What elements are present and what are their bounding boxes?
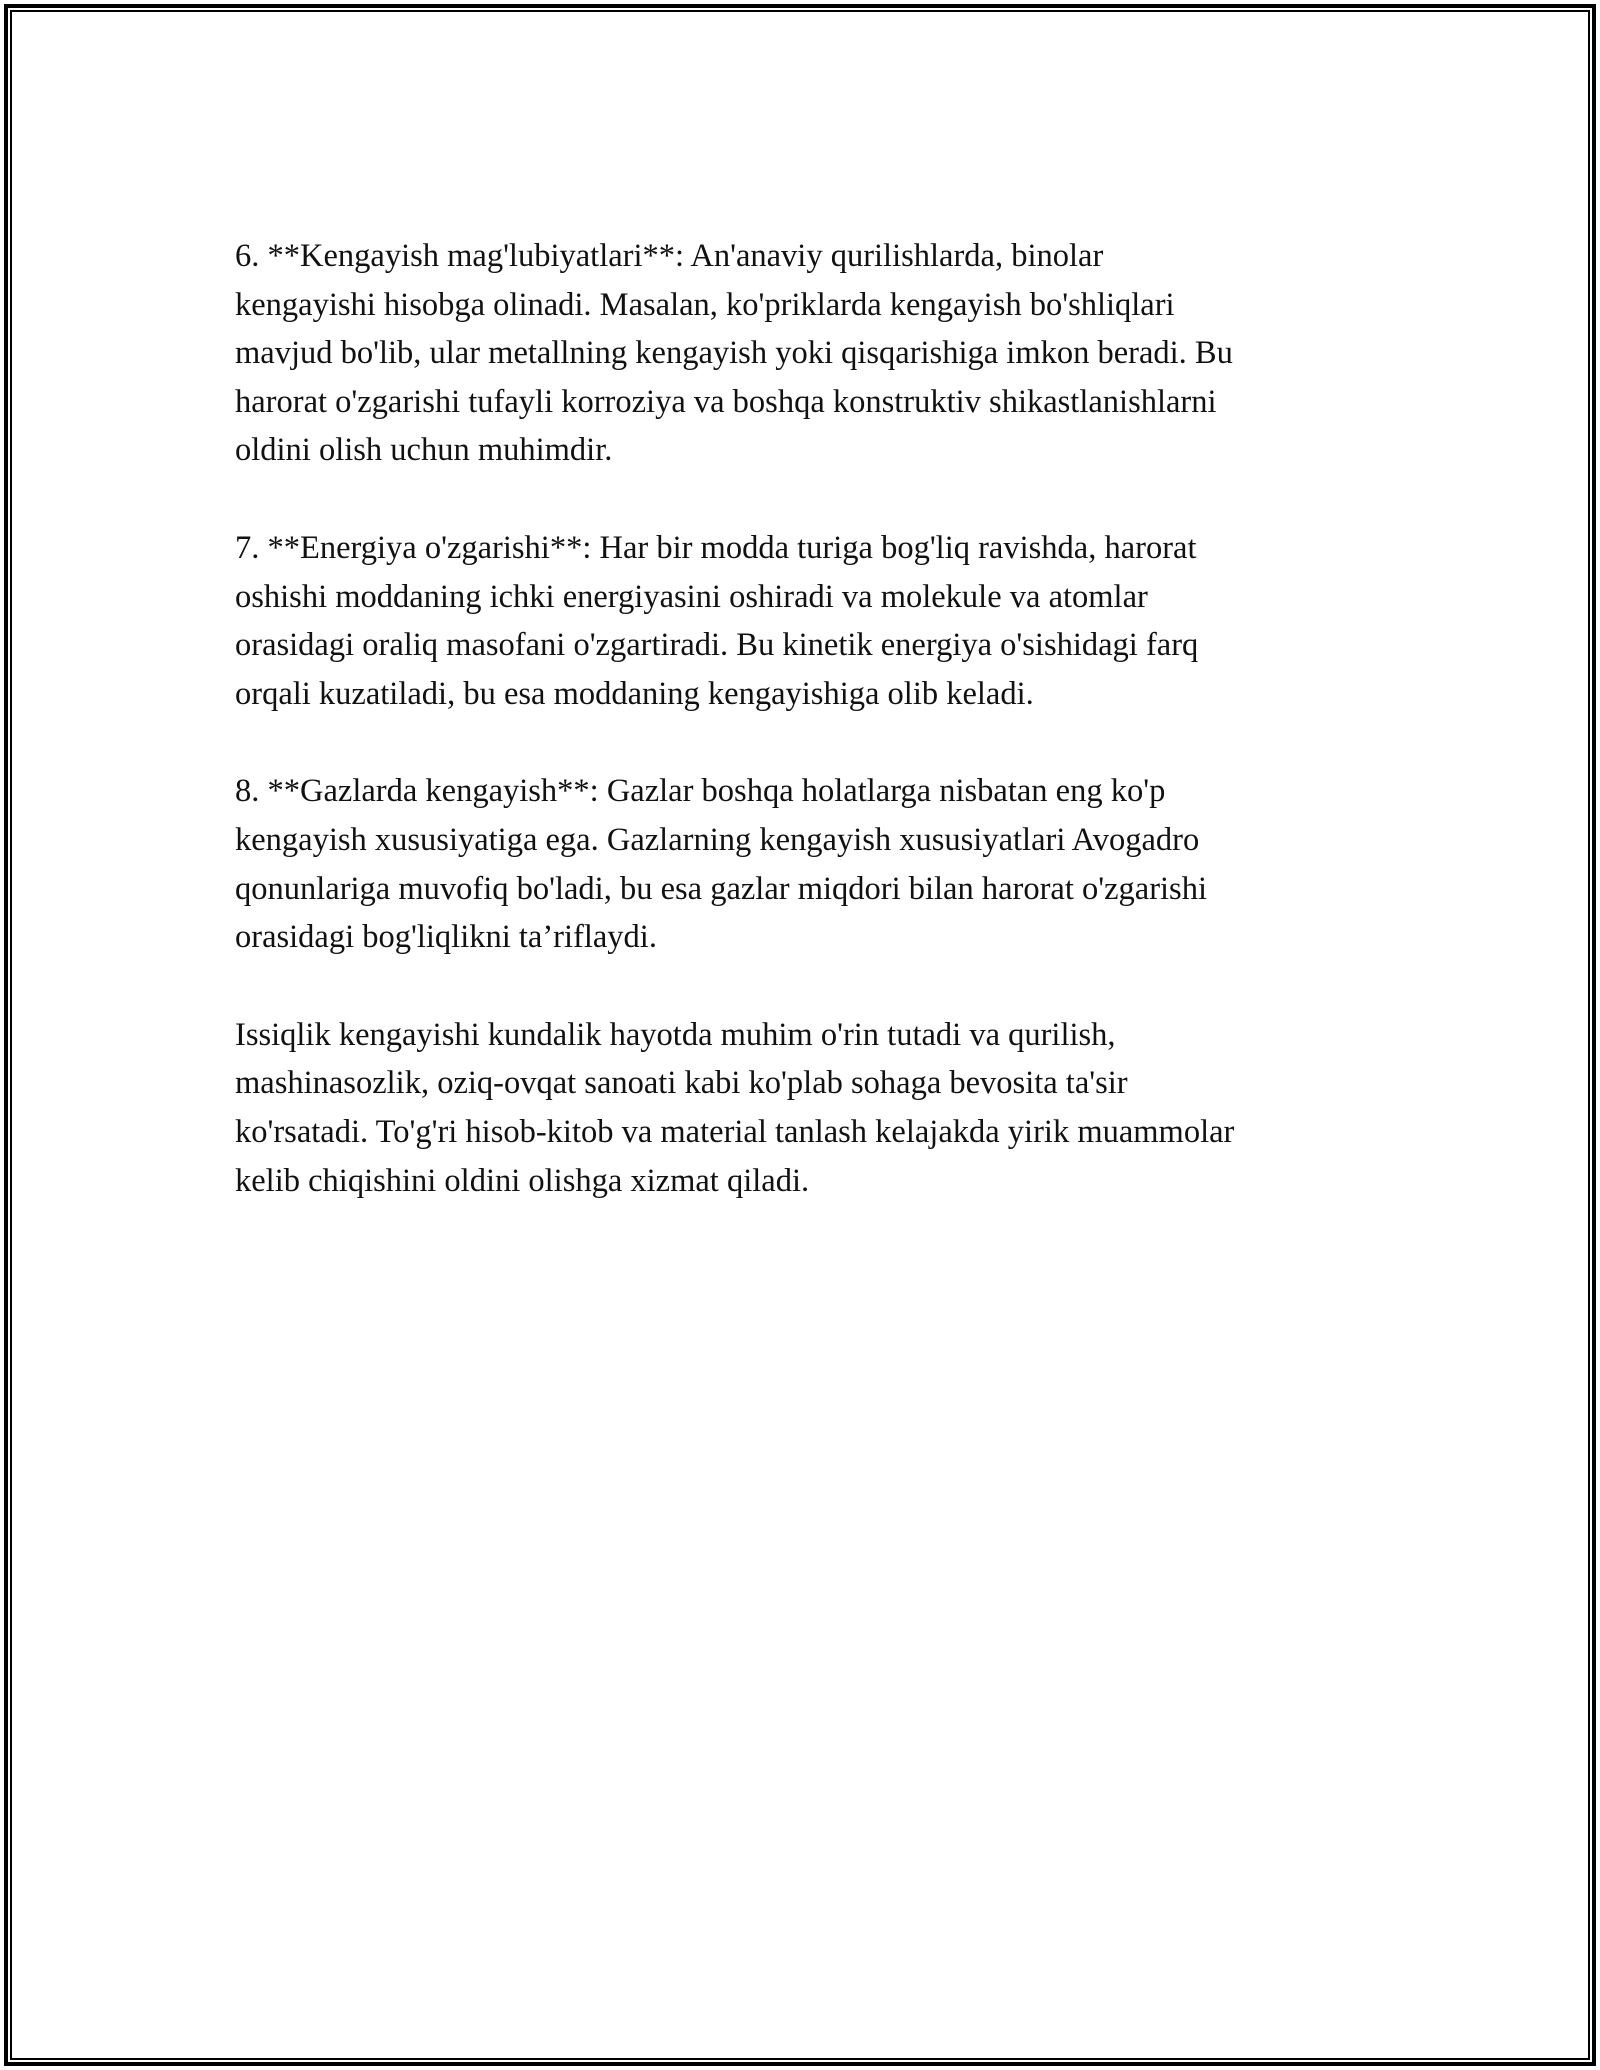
text-line: harorat o'zgarishi tufayli korroziya va boshqa konstruktiv shikastlanishlarni (235, 383, 1217, 420)
paragraph-6-expansion-failures (235, 232, 1375, 475)
text-line: 6. **Kengayish mag'lubiyatlari**: An'anaviy qurilishlarda, binolar (235, 238, 1104, 274)
text-line: qonunlariga muvofiq bo'ladi, bu esa gazlar miqdori bilan harorat o'zgarishi (235, 870, 1207, 907)
paragraph-7-energy-change (235, 524, 1375, 718)
paragraph-8-gas-expansion (235, 767, 1375, 961)
paragraph-conclusion (235, 1011, 1375, 1205)
text-line: Issiqlik kengayishi kundalik hayotda muhim o'rin tutadi va qurilish, (235, 1016, 1116, 1053)
text-line: kelib chiqishini oldini olishga xizmat qiladi. (235, 1162, 810, 1199)
text-line: kengayishi hisobga olinadi. Masalan, ko'priklarda kengayish bo'shliqlari (235, 286, 1175, 323)
document-body (235, 232, 1375, 1254)
text-line: orasidagi oraliq masofani o'zgartiradi. Bu kinetik energiya o'sishidagi farq (235, 627, 1199, 664)
text-line: mavjud bo'lib, ular metallning kengayish yoki qisqarishiga imkon beradi. Bu (235, 335, 1233, 372)
text-line: orasidagi bog'liqlikni ta’riflaydi. (235, 919, 657, 956)
text-line: oshishi moddaning ichki energiyasini oshiradi va molekule va atomlar (235, 578, 1148, 615)
text-line: mashinasozlik, oziq-ovqat sanoati kabi ko'plab sohaga bevosita ta'sir (235, 1065, 1128, 1102)
text-line: 7. **Energiya o'zgarishi**: Har bir modda turiga bog'liq ravishda, harorat (235, 529, 1197, 566)
text-line: 8. **Gazlarda kengayish**: Gazlar boshqa holatlarga nisbatan eng ko'p (235, 773, 1166, 810)
text-line: orqali kuzatiladi, bu esa moddaning kengayishiga olib keladi. (235, 675, 1034, 712)
text-line: ko'rsatadi. To'g'ri hisob-kitob va material tanlash kelajakda yirik muammolar (235, 1113, 1235, 1150)
text-line: kengayish xususiyatiga ega. Gazlarning kengayish xususiyatlari Avogadro (235, 821, 1200, 858)
text-line: oldini olish uchun muhimdir. (235, 432, 613, 469)
